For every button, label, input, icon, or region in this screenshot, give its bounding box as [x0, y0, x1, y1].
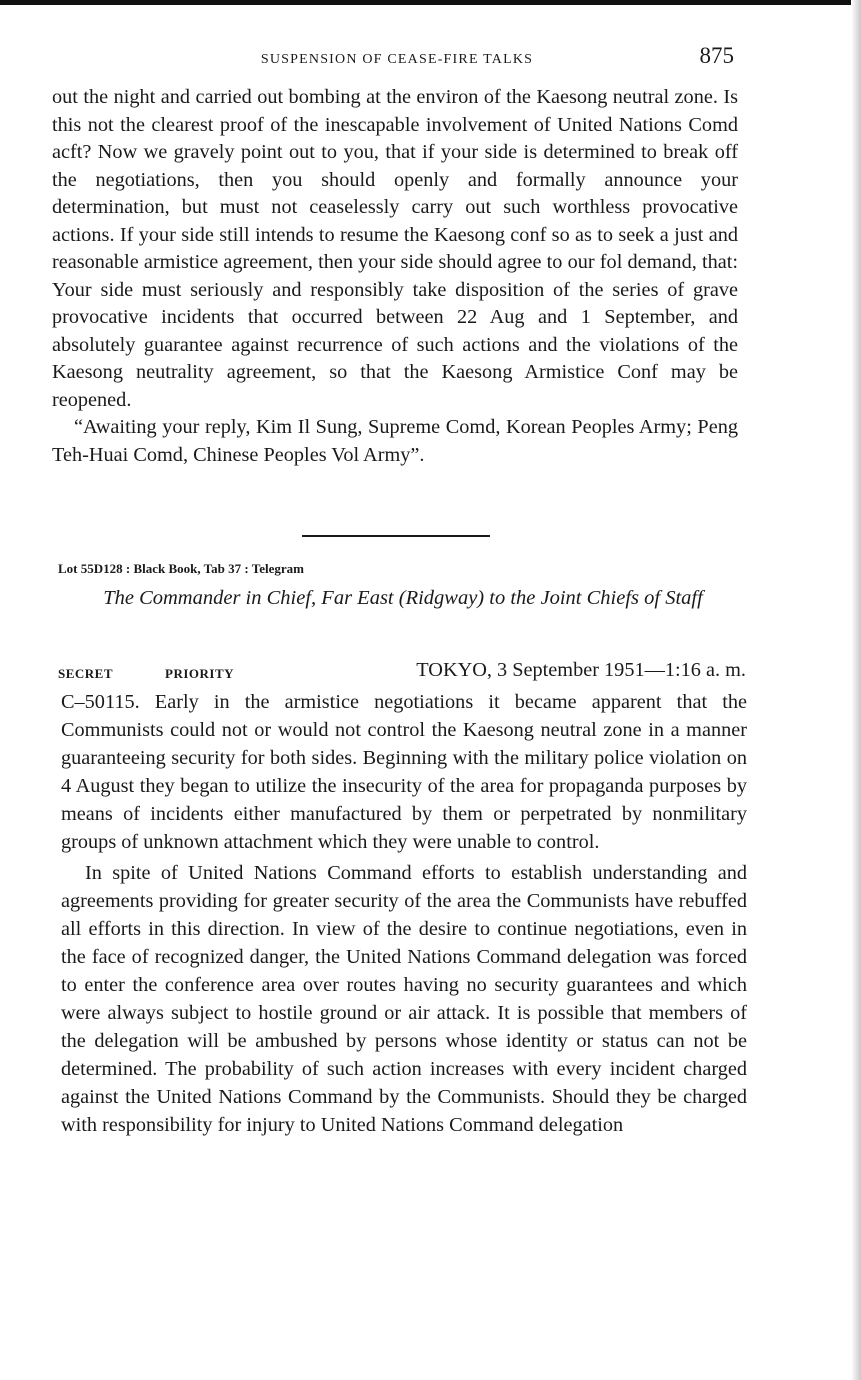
- dateline: TOKYO, 3 September 1951—1:16 a. m.: [416, 659, 746, 681]
- page-header: [52, 38, 742, 78]
- continued-message-text: [52, 84, 738, 469]
- paragraph: In spite of United Nations Command efforts to establish understanding and agreements providing for greater security of the area the Communists have rebuffed all efforts in this direction. In view of the desire to continue negotiations, even in the face of recognized danger, the United Nations Command delegation was forced to enter the conference area over routes having no security guarantees and which were always subject to hostile ground or air attack. It is possible that members of the delegation will be ambushed by persons whose identity or status can not be determined. The probability of such action increases with every incident charged against the United Nations Command by the Communists. Should they be charged with responsibility for injury to United Nations Command delegation: [61, 862, 747, 1136]
- priority-label: PRIORITY: [165, 666, 235, 681]
- paragraph: “Awaiting your reply, Kim Il Sung, Supreme Comd, Korean Peoples Army; Peng Teh-Huai Comd, Chinese Peoples Vol Army”.: [52, 416, 738, 466]
- document-source: Lot 55D128 : Black Book, Tab 37 : Telegram: [58, 561, 304, 576]
- classification-label: SECRET: [58, 666, 114, 681]
- running-head: SUSPENSION OF CEASE-FIRE TALKS: [260, 52, 534, 67]
- document-title: The Commander in Chief, Far East (Ridgway) to the Joint Chiefs of Staff: [103, 587, 703, 609]
- page-edge-shadow: [851, 0, 861, 1380]
- section-divider: [302, 535, 490, 537]
- page-top-border: [0, 0, 861, 5]
- page-number: 875: [699, 43, 734, 68]
- telegram-body: [61, 688, 747, 1139]
- paragraph: out the night and carried out bombing at the environ of the Kaesong neutral zone. Is this not the clearest proof of the inescapable involvement of United Nations Comd acft? Now we gravely point out to you, that if your side is determined to break off the negotiations, then you should openly and formally announce your determination, but must not ceaselessly carry out such worthless provocative actions. If your side still intends to resume the Kaesong conf so as to seek a just and reasonable armistice agreement, then your side should agree to our fol demand, that: Your side must seriously and responsibly take disposition of the series of grave provocative incidents that occurred between 22 Aug and 1 September, and absolutely guarantee against recurrence of such actions and the violations of the Kaesong neutrality agreement, so that the Kaesong Armistice Conf may be reopened.: [52, 86, 738, 411]
- paragraph: C–50115. Early in the armistice negotiations it became apparent that the Communists could not or would not control the Kaesong neutral zone in a manner guaranteeing security for both sides. Beginning with the military police violation on 4 August they began to utilize the insecurity of the area for propaganda purposes by means of incidents either manufactured by them or perpetrated by nonmilitary groups of unknown attachment which they were unable to control.: [61, 691, 747, 853]
